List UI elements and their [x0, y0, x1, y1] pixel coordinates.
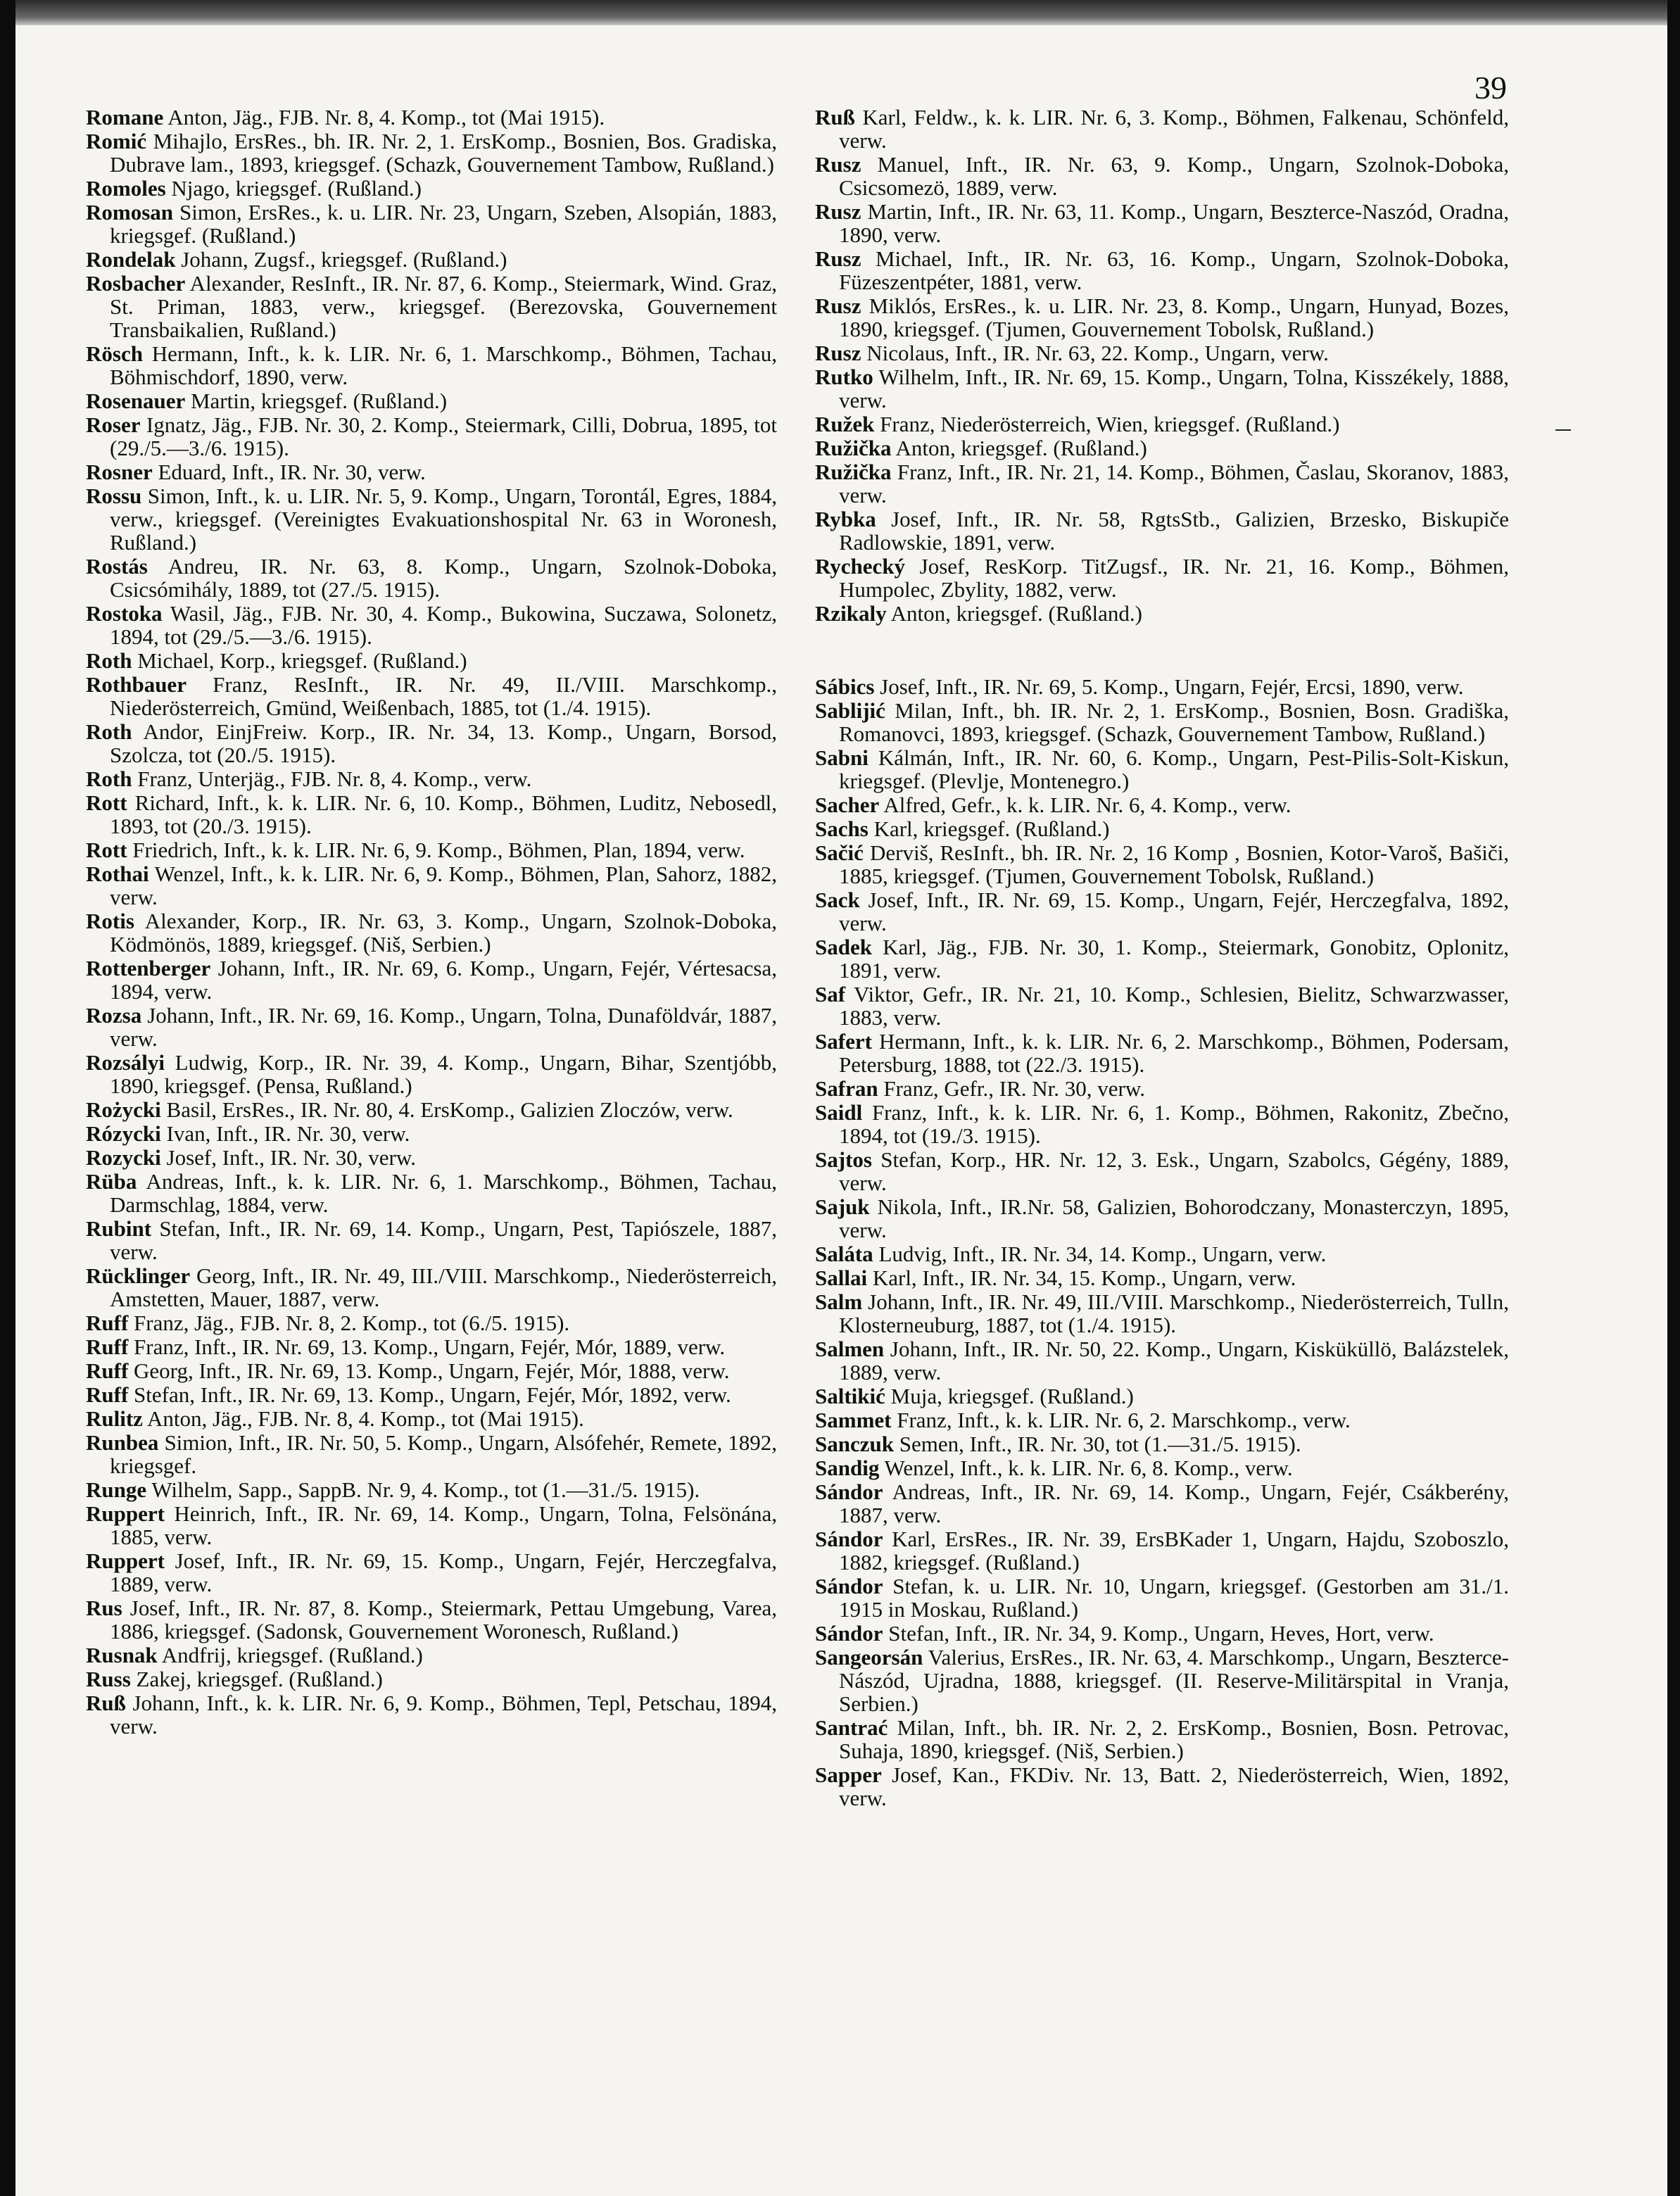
- entry-surname: Rothbauer: [86, 672, 187, 697]
- register-entry: [815, 1646, 1509, 1715]
- entry-details: Ludvig, Inft., IR. Nr. 34, 14. Komp., Ungarn, verw.: [878, 1242, 1327, 1266]
- register-entry: [815, 436, 1509, 460]
- entry-details: Andfrij, kriegsgef. (Rußland.): [161, 1643, 423, 1667]
- entry-details: Mihajlo, ErsRes., bh. IR. Nr. 2, 1. ErsKomp., Bosnien, Bos. Gradiska, Dubrave lam., 1893, kriegsgef. (Schazk, Gouvernement Tambow, Rußland.): [110, 129, 777, 177]
- entry-surname: Sandig: [815, 1456, 880, 1480]
- entry-surname: Rusz: [815, 246, 861, 271]
- register-entry: [86, 1549, 777, 1596]
- entry-details: Njago, kriegsgef. (Rußland.): [171, 176, 422, 201]
- register-entry: [815, 1622, 1509, 1645]
- register-entry: [815, 341, 1509, 365]
- register-entry: [86, 1502, 777, 1548]
- entry-details: Franz, Unterjäg., FJB. Nr. 8, 4. Komp., verw.: [137, 766, 532, 791]
- entry-details: Basil, ErsRes., IR. Nr. 80, 4. ErsKomp., Galizien Zloczów, verw.: [166, 1097, 733, 1122]
- entry-details: Alfred, Gefr., k. k. LIR. Nr. 6, 4. Komp., verw.: [883, 793, 1291, 817]
- register-entry: [86, 767, 777, 790]
- register-entry: [815, 675, 1509, 698]
- entry-surname: Rosner: [86, 460, 153, 484]
- entry-surname: Sack: [815, 888, 860, 912]
- register-entry: [86, 1335, 777, 1358]
- register-entry: [86, 248, 777, 271]
- entry-details: Muja, kriegsgef. (Rußland.): [890, 1384, 1134, 1408]
- entry-surname: Rus: [86, 1596, 122, 1620]
- entry-surname: Sanczuk: [815, 1432, 894, 1456]
- entry-details: Ignatz, Jäg., FJB. Nr. 30, 2. Komp., Steiermark, Cilli, Dobrua, 1895, tot (29./5.—3./6. 1915).: [110, 412, 777, 460]
- entry-surname: Sablijić: [815, 698, 885, 723]
- entry-details: Zakej, kriegsgef. (Rußland.): [136, 1667, 383, 1691]
- register-entry: [86, 1217, 777, 1263]
- entry-surname: Rottenberger: [86, 956, 211, 980]
- register-entry: [815, 888, 1509, 935]
- scan-top-edge: [0, 0, 1680, 25]
- register-entry: [86, 1383, 777, 1406]
- entry-details: Anton, kriegsgef. (Rußland.): [890, 601, 1142, 626]
- entry-details: Ludwig, Korp., IR. Nr. 39, 4. Komp., Ungarn, Bihar, Szentjóbb, 1890, kriegsgef. (Pensa, Rußland.): [110, 1050, 778, 1098]
- register-entry: [815, 555, 1509, 601]
- entry-surname: Rusz: [815, 294, 861, 318]
- register-entry: [86, 1098, 777, 1121]
- entry-surname: Safran: [815, 1076, 878, 1101]
- register-entry: [815, 746, 1509, 793]
- entry-surname: Sándor: [815, 1621, 883, 1646]
- entry-surname: Sapper: [815, 1762, 882, 1787]
- entry-surname: Ruff: [86, 1311, 129, 1335]
- entry-surname: Sangeorsán: [815, 1645, 923, 1670]
- entry-details: Kálmán, Inft., IR. Nr. 60, 6. Komp., Ungarn, Pest-Pilis-Solt-Kiskun, kriegsgef. (Plevlje, Montenegro.): [839, 745, 1509, 793]
- entry-surname: Russ: [86, 1667, 131, 1691]
- entry-details: Josef, Inft., IR. Nr. 69, 15. Komp., Ungarn, Fejér, Herczegfalva, 1889, verw.: [110, 1548, 777, 1596]
- entry-surname: Sacher: [815, 793, 880, 817]
- entry-surname: Ruff: [86, 1334, 129, 1359]
- register-entry: [86, 484, 777, 554]
- register-entry: [86, 1170, 777, 1216]
- entry-surname: Ruß: [815, 105, 855, 130]
- entry-details: Anton, Jäg., FJB. Nr. 8, 4. Komp., tot (Mai 1915).: [168, 105, 605, 130]
- entry-details: Johann, Inft., k. k. LIR. Nr. 6, 9. Komp., Böhmen, Tepl, Petschau, 1894, verw.: [110, 1691, 777, 1739]
- entry-details: Simon, Inft., k. u. LIR. Nr. 5, 9. Komp., Ungarn, Torontál, Egres, 1884, verw., kriegsgef. (Vereinigtes Evakuationshospital Nr. 63 in Woronesh, Rußland.): [110, 484, 778, 555]
- register-entry: [86, 177, 777, 200]
- entry-surname: Sándor: [815, 1479, 883, 1504]
- entry-surname: Sabni: [815, 745, 869, 770]
- entry-surname: Rossu: [86, 484, 142, 508]
- entry-details: Wilhelm, Sapp., SappB. Nr. 9, 4. Komp., tot (1.—31./5. 1915).: [151, 1477, 700, 1502]
- entry-surname: Romić: [86, 129, 147, 153]
- register-entry: [86, 1051, 777, 1097]
- register-entry: [815, 1527, 1509, 1574]
- entry-surname: Rutko: [815, 365, 873, 389]
- entry-details: Karl, Jäg., FJB. Nr. 30, 1. Komp., Steiermark, Gonobitz, Oplonitz, 1891, verw.: [839, 935, 1509, 983]
- entry-surname: Romoles: [86, 176, 166, 201]
- entry-surname: Ruppert: [86, 1548, 165, 1573]
- entry-surname: Ružička: [815, 436, 892, 460]
- entry-details: Johann, Inft., IR. Nr. 69, 16. Komp., Ungarn, Tolna, Dunaföldvár, 1887, verw.: [110, 1003, 777, 1051]
- entry-details: Simon, ErsRes., k. u. LIR. Nr. 23, Ungarn, Szeben, Alsopián, 1883, kriegsgef. (Rußland.): [110, 200, 777, 248]
- entry-surname: Romane: [86, 105, 164, 130]
- entry-surname: Sadek: [815, 935, 872, 959]
- entry-surname: Rubint: [86, 1216, 152, 1241]
- register-entry: [815, 1337, 1509, 1384]
- register-entry: [815, 1763, 1509, 1810]
- entry-surname: Runbea: [86, 1430, 159, 1455]
- entry-surname: Rostoka: [86, 601, 163, 626]
- entry-surname: Sachs: [815, 816, 869, 841]
- left-column: [86, 106, 777, 1739]
- entry-details: Franz, Niederösterreich, Wien, kriegsgef. (Rußland.): [880, 412, 1340, 436]
- entry-surname: Rusnak: [86, 1643, 158, 1667]
- register-entry: [86, 1264, 777, 1311]
- entry-details: Franz, Inft., IR. Nr. 69, 13. Komp., Ungarn, Fejér, Mór, 1889, verw.: [134, 1334, 726, 1359]
- entry-surname: Rosenauer: [86, 389, 186, 413]
- entry-details: Ivan, Inft., IR. Nr. 30, verw.: [166, 1121, 410, 1146]
- entry-details: Josef, Kan., FKDiv. Nr. 13, Batt. 2, Niederösterreich, Wien, 1892, verw.: [839, 1762, 1510, 1810]
- entry-details: Franz, ResInft., IR. Nr. 49, II./VIII. Marschkomp., Niederösterreich, Gmünd, Weißenbach, 1885, tot (1./4. 1915).: [110, 672, 777, 720]
- entry-surname: Romosan: [86, 200, 174, 225]
- register-entry: [815, 1480, 1509, 1527]
- entry-surname: Ružek: [815, 412, 875, 436]
- register-entry: [815, 1456, 1509, 1479]
- entry-details: Josef, Inft., IR. Nr. 58, RgtsStb., Galizien, Brzesko, Biskupiče Radlowskie, 1891, verw.: [839, 507, 1510, 555]
- register-entry: [815, 1408, 1509, 1432]
- entry-details: Stefan, Inft., IR. Nr. 69, 14. Komp., Ungarn, Pest, Tapiószele, 1887, verw.: [110, 1216, 778, 1264]
- register-entry: [815, 1384, 1509, 1408]
- register-entry: [815, 153, 1509, 199]
- entry-surname: Ruppert: [86, 1501, 165, 1526]
- entry-details: Anton, Jäg., FJB. Nr. 8, 4. Komp., tot (Mai 1915).: [146, 1406, 584, 1431]
- right-column: [815, 106, 1509, 1810]
- entry-surname: Ruff: [86, 1358, 129, 1383]
- register-entry: [815, 935, 1509, 982]
- entry-details: Josef, Inft., IR. Nr. 69, 5. Komp., Ungarn, Fejér, Ercsi, 1890, verw.: [880, 674, 1464, 699]
- entry-details: Josef, Inft., IR. Nr. 30, verw.: [166, 1145, 416, 1170]
- register-entry: [86, 1122, 777, 1145]
- entry-surname: Rusz: [815, 152, 861, 177]
- entry-surname: Rzikaly: [815, 601, 887, 626]
- entry-details: Josef, ResKorp. TitZugsf., IR. Nr. 21, 16. Komp., Böhmen, Humpolec, Zbylity, 1882, verw.: [839, 554, 1510, 602]
- entry-surname: Rondelak: [86, 247, 176, 272]
- entry-details: Stefan, Inft., IR. Nr. 69, 13. Komp., Ungarn, Fejér, Mór, 1892, verw.: [134, 1382, 731, 1407]
- register-entry: [815, 1716, 1509, 1762]
- entry-details: Andreas, Inft., IR. Nr. 69, 14. Komp., Ungarn, Fejér, Csákberény, 1887, verw.: [839, 1479, 1509, 1527]
- register-entry: [86, 1667, 777, 1691]
- register-entry: [86, 201, 777, 247]
- entry-details: Stefan, Korp., HR. Nr. 12, 3. Esk., Ungarn, Szabolcs, Gégény, 1889, verw.: [839, 1147, 1510, 1195]
- register-entry: [815, 841, 1509, 888]
- register-entry: [86, 909, 777, 956]
- entry-details: Miklós, ErsRes., k. u. LIR. Nr. 23, 8. Komp., Ungarn, Hunyad, Bozes, 1890, kriegsgef. (Tjumen, Gouvernement Tobolsk, Rußland.): [839, 294, 1509, 341]
- register-entry: [815, 1195, 1509, 1242]
- entry-surname: Rothai: [86, 862, 149, 886]
- entry-surname: Roth: [86, 648, 132, 673]
- entry-details: Wenzel, Inft., k. k. LIR. Nr. 6, 8. Komp., verw.: [884, 1456, 1293, 1480]
- register-entry: [86, 649, 777, 672]
- entry-details: Stefan, k. u. LIR. Nr. 10, Ungarn, kriegsgef. (Gestorben am 31./1. 1915 in Moskau, Rußland.): [839, 1574, 1509, 1622]
- entry-surname: Rozsa: [86, 1003, 142, 1028]
- register-entry: [86, 602, 777, 648]
- register-entry: [86, 460, 777, 484]
- entry-details: Wenzel, Inft., k. k. LIR. Nr. 6, 9. Komp., Böhmen, Plan, Sahorz, 1882, verw.: [110, 862, 777, 909]
- register-entry: [815, 1077, 1509, 1100]
- scan-left-edge: [0, 0, 15, 2196]
- register-entry: [815, 602, 1509, 625]
- entry-surname: Salmen: [815, 1337, 885, 1361]
- letter-section-gap: [815, 626, 1509, 675]
- entry-details: Andreu, IR. Nr. 63, 8. Komp., Ungarn, Szolnok-Doboka, Csicsómihály, 1889, tot (27./5. 1915).: [110, 554, 777, 602]
- register-entry: [86, 106, 777, 129]
- entry-surname: Rozsályi: [86, 1050, 165, 1075]
- register-entry: [86, 1478, 777, 1501]
- entry-details: Franz, Inft., k. k. LIR. Nr. 6, 1. Komp., Böhmen, Rakonitz, Zbečno, 1894, tot (19./3. 1915).: [839, 1100, 1510, 1148]
- entry-surname: Sándor: [815, 1574, 883, 1598]
- register-entry: [86, 720, 777, 766]
- entry-surname: Sábics: [815, 674, 875, 699]
- register-entry: [815, 1242, 1509, 1266]
- entry-details: Derviš, ResInft., bh. IR. Nr. 2, 16 Komp , Bosnien, Kotor-Varoš, Bašiči, 1885, kriegsgef. (Tjumen, Gouvernement Tobolsk, Rußland.): [839, 840, 1509, 888]
- register-entry: [86, 838, 777, 862]
- entry-details: Johann, Inft., IR. Nr. 50, 22. Komp., Ungarn, Kisküküllö, Balázstelek, 1889, verw.: [839, 1337, 1510, 1384]
- register-entry: [815, 983, 1509, 1029]
- entry-surname: Rózycki: [86, 1121, 161, 1146]
- entry-details: Wasil, Jäg., FJB. Nr. 30, 4. Komp., Bukowina, Suczawa, Solonetz, 1894, tot (29./5.—3./6. 1915).: [110, 601, 777, 649]
- entry-details: Hermann, Inft., k. k. LIR. Nr. 6, 1. Marschkomp., Böhmen, Tachau, Böhmischdorf, 1890, verw.: [110, 341, 777, 389]
- entry-details: Stefan, Inft., IR. Nr. 34, 9. Komp., Ungarn, Heves, Hort, verw.: [888, 1621, 1434, 1646]
- register-entry: [86, 1359, 777, 1382]
- entry-surname: Ruß: [86, 1691, 126, 1715]
- entry-surname: Saidl: [815, 1100, 863, 1125]
- register-entry: [86, 1407, 777, 1430]
- register-entry: [815, 412, 1509, 436]
- entry-surname: Sándor: [815, 1527, 883, 1551]
- entry-surname: Rusz: [815, 341, 861, 365]
- entry-details: Valerius, ErsRes., IR. Nr. 63, 4. Marschkomp., Ungarn, Beszterce-Nászód, Ujradna, 1888, kriegsgef. (II. Reserve-Militärspital in Vranja, Serbien.): [839, 1645, 1509, 1716]
- register-entry: [86, 389, 777, 412]
- entry-details: Richard, Inft., k. k. LIR. Nr. 6, 10. Komp., Böhmen, Luditz, Nebosedl, 1893, tot (20./3. 1915).: [110, 790, 777, 838]
- register-entry: [86, 1004, 777, 1050]
- register-entry: [815, 1030, 1509, 1076]
- entry-surname: Rott: [86, 790, 127, 815]
- entry-details: Johann, Inft., IR. Nr. 69, 6. Komp., Ungarn, Fejér, Vértesacsa, 1894, verw.: [110, 956, 777, 1004]
- entry-details: Andreas, Inft., k. k. LIR. Nr. 6, 1. Marschkomp., Böhmen, Tachau, Darmschlag, 1884, verw.: [110, 1169, 777, 1217]
- register-entry: [815, 1148, 1509, 1194]
- register-entry: [815, 507, 1509, 554]
- register-entry: [86, 413, 777, 460]
- entry-surname: Saltikić: [815, 1384, 885, 1408]
- entry-details: Johann, Zugsf., kriegsgef. (Rußland.): [181, 247, 507, 272]
- entry-details: Alexander, Korp., IR. Nr. 63, 3. Komp., Ungarn, Szolnok-Doboka, Ködmönös, 1889, kriegsgef. (Niš, Serbien.): [110, 909, 777, 957]
- entry-details: Nikola, Inft., IR.Nr. 58, Galizien, Bohorodczany, Monasterczyn, 1895, verw.: [839, 1194, 1509, 1242]
- entry-surname: Roth: [86, 766, 132, 791]
- entry-details: Johann, Inft., IR. Nr. 49, III./VIII. Marschkomp., Niederösterreich, Tulln, Klosterneuburg, 1887, tot (1./4. 1915).: [839, 1289, 1510, 1337]
- register-entry: [86, 1643, 777, 1667]
- register-entry: [815, 106, 1509, 152]
- entry-surname: Rulitz: [86, 1406, 143, 1431]
- register-entry: [86, 342, 777, 389]
- register-entry: [815, 365, 1509, 412]
- entry-surname: Ružička: [815, 460, 892, 484]
- entry-details: Semen, Inft., IR. Nr. 30, tot (1.—31./5. 1915).: [899, 1432, 1301, 1456]
- entry-details: Karl, Inft., IR. Nr. 34, 15. Komp., Ungarn, verw.: [872, 1266, 1296, 1290]
- entry-details: Michael, Korp., kriegsgef. (Rußland.): [137, 648, 467, 673]
- entry-surname: Rozycki: [86, 1145, 161, 1170]
- entry-details: Franz, Jäg., FJB. Nr. 8, 2. Komp., tot (6./5. 1915).: [134, 1311, 570, 1335]
- entry-surname: Rosbacher: [86, 271, 186, 296]
- entry-surname: Saf: [815, 982, 846, 1007]
- entry-details: Wilhelm, Inft., IR. Nr. 69, 15. Komp., Ungarn, Tolna, Kisszékely, 1888, verw.: [839, 365, 1509, 412]
- entry-details: Franz, Inft., k. k. LIR. Nr. 6, 2. Marschkomp., verw.: [897, 1408, 1351, 1432]
- entry-surname: Rożycki: [86, 1097, 161, 1122]
- entry-details: Eduard, Inft., IR. Nr. 30, verw.: [158, 460, 426, 484]
- entry-surname: Sajuk: [815, 1194, 870, 1219]
- entry-details: Milan, Inft., bh. IR. Nr. 2, 1. ErsKomp., Bosnien, Bosn. Gradiška, Romanovci, 1893, kriegsgef. (Schazk, Gouvernement Tambow, Rußland.): [839, 698, 1510, 746]
- entry-surname: Safert: [815, 1029, 872, 1054]
- entry-details: Georg, Inft., IR. Nr. 49, III./VIII. Marschkomp., Niederösterreich, Amstetten, Mauer, 1887, verw.: [110, 1263, 777, 1311]
- register-entry: [815, 1266, 1509, 1289]
- register-entry: [815, 1101, 1509, 1147]
- register-entry: [86, 957, 777, 1003]
- entry-surname: Sammet: [815, 1408, 892, 1432]
- entry-surname: Santrać: [815, 1715, 888, 1740]
- entry-details: Josef, Inft., IR. Nr. 69, 15. Komp., Ungarn, Fejér, Herczegfalva, 1892, verw.: [839, 888, 1509, 935]
- entry-details: Georg, Inft., IR. Nr. 69, 13. Komp., Ungarn, Fejér, Mór, 1888, verw.: [134, 1358, 730, 1383]
- register-entry: [815, 1575, 1509, 1621]
- register-entry: [86, 791, 777, 838]
- register-entry: [86, 1311, 777, 1334]
- entry-details: Heinrich, Inft., IR. Nr. 69, 14. Komp., Ungarn, Tolna, Felsönána, 1885, verw.: [110, 1501, 778, 1549]
- entry-details: Manuel, Inft., IR. Nr. 63, 9. Komp., Ungarn, Szolnok-Doboka, Csicsomezö, 1889, verw.: [839, 152, 1509, 200]
- entry-details: Alexander, ResInft., IR. Nr. 87, 6. Komp., Steiermark, Wind. Graz, St. Priman, 1883, verw., kriegsgef. (Berezovska, Gouvernement Transbaikalien, Rußland.): [110, 271, 777, 342]
- entry-surname: Roser: [86, 412, 141, 437]
- entry-details: Michael, Inft., IR. Nr. 63, 16. Komp., Ungarn, Szolnok-Doboka, Füzeszentpéter, 1881, verw.: [839, 246, 1509, 294]
- entry-details: Milan, Inft., bh. IR. Nr. 2, 2. ErsKomp., Bosnien, Bosn. Petrovac, Suhaja, 1890, kriegsgef. (Niš, Serbien.): [839, 1715, 1509, 1763]
- register-entry: [86, 272, 777, 341]
- entry-details: Martin, Inft., IR. Nr. 63, 11. Komp., Ungarn, Beszterce-Naszód, Oradna, 1890, verw.: [839, 199, 1509, 247]
- margin-mark: [1555, 429, 1571, 431]
- entry-details: Viktor, Gefr., IR. Nr. 21, 10. Komp., Schlesien, Bielitz, Schwarzwasser, 1883, verw.: [839, 982, 1509, 1030]
- entry-surname: Rücklinger: [86, 1263, 191, 1288]
- entry-surname: Sallai: [815, 1266, 868, 1290]
- entry-surname: Salm: [815, 1289, 863, 1314]
- entry-details: Nicolaus, Inft., IR. Nr. 63, 22. Komp., Ungarn, verw.: [866, 341, 1329, 365]
- entry-surname: Sačić: [815, 840, 864, 865]
- entry-surname: Rösch: [86, 341, 143, 366]
- entry-details: Simion, Inft., IR. Nr. 50, 5. Komp., Ungarn, Alsófehér, Remete, 1892, kriegsgef.: [110, 1430, 778, 1478]
- entry-surname: Ruff: [86, 1382, 129, 1407]
- register-entry: [86, 673, 777, 719]
- entry-surname: Rott: [86, 838, 127, 862]
- entry-details: Hermann, Inft., k. k. LIR. Nr. 6, 2. Marschkomp., Böhmen, Podersam, Petersburg, 1888, tot (22./3. 1915).: [839, 1029, 1510, 1077]
- register-entry: [815, 294, 1509, 341]
- register-entry: [815, 699, 1509, 745]
- register-entry: [86, 1596, 777, 1643]
- register-entry: [86, 1431, 777, 1477]
- entry-surname: Rotis: [86, 909, 134, 933]
- register-entry: [815, 793, 1509, 816]
- scan-right-edge: [1667, 0, 1680, 2196]
- register-entry: [86, 555, 777, 601]
- register-entry: [815, 817, 1509, 840]
- entry-details: Josef, Inft., IR. Nr. 87, 8. Komp., Steiermark, Pettau Umgebung, Varea, 1886, kriegsgef. (Sadonsk, Gouvernement Woronesch, Rußland.): [110, 1596, 778, 1643]
- entry-surname: Rusz: [815, 199, 861, 224]
- register-entry: [815, 1290, 1509, 1337]
- entry-surname: Rybka: [815, 507, 876, 531]
- register-entry: [86, 1691, 777, 1738]
- entry-surname: Rostás: [86, 554, 148, 579]
- register-entry: [815, 460, 1509, 507]
- entry-surname: Roth: [86, 719, 132, 744]
- entry-details: Franz, Gefr., IR. Nr. 30, verw.: [883, 1076, 1145, 1101]
- page-number: 39: [1474, 70, 1507, 106]
- entry-surname: Rüba: [86, 1169, 137, 1194]
- register-entry: [86, 862, 777, 909]
- register-entry: [815, 1432, 1509, 1456]
- entry-details: Karl, ErsRes., IR. Nr. 39, ErsBKader 1, Ungarn, Hajdu, Szoboszlo, 1882, kriegsgef. (Rußland.): [839, 1527, 1509, 1575]
- register-entry: [815, 247, 1509, 294]
- entry-details: Martin, kriegsgef. (Rußland.): [190, 389, 448, 413]
- entry-surname: Sajtos: [815, 1147, 872, 1172]
- register-entry: [86, 1146, 777, 1169]
- entry-details: Franz, Inft., IR. Nr. 21, 14. Komp., Böhmen, Časlau, Skoranov, 1883, verw.: [839, 460, 1510, 507]
- entry-details: Karl, Feldw., k. k. LIR. Nr. 6, 3. Komp., Böhmen, Falkenau, Schönfeld, verw.: [839, 105, 1509, 153]
- entry-details: Anton, kriegsgef. (Rußland.): [895, 436, 1147, 460]
- register-entry: [86, 130, 777, 176]
- entry-surname: Saláta: [815, 1242, 873, 1266]
- register-entry: [815, 200, 1509, 246]
- entry-surname: Rychecký: [815, 554, 906, 579]
- entry-surname: Runge: [86, 1477, 147, 1502]
- entry-details: Karl, kriegsgef. (Rußland.): [873, 816, 1110, 841]
- entry-details: Friedrich, Inft., k. k. LIR. Nr. 6, 9. Komp., Böhmen, Plan, 1894, verw.: [132, 838, 745, 862]
- entry-details: Andor, EinjFreiw. Korp., IR. Nr. 34, 13. Komp., Ungarn, Borsod, Szolcza, tot (20./5. 1915).: [110, 719, 777, 767]
